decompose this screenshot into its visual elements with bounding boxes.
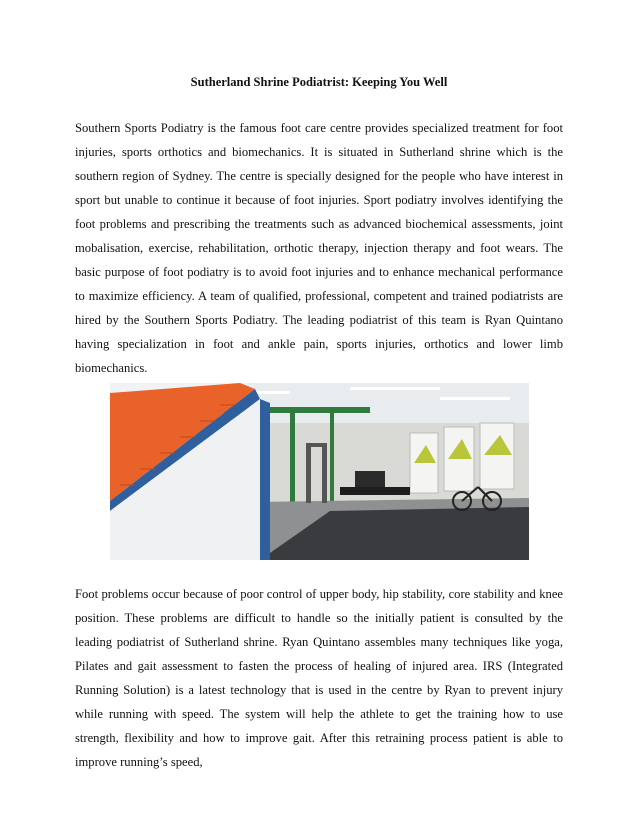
- intro-paragraph: Southern Sports Podiatry is the famous foot care centre provides specialized treatment for foot injuries, sports orthotics and biomechanics. It is situated in Sutherland shrine which is the southern region of Sydney. The centre is specially designed for the people who have interest in sport but unable to continue it because of foot injuries. Sport podiatry involves identifying the foot problems and prescribing the treatments such as advanced biochemical assessments, joint mobalisation, exercise, rehabilitation, orthotic therapy, injection therapy and foot wears. The basic purpose of foot podiatry is to avoid foot injuries and to enhance mechanical performance to maximize efficiency. A team of qualified, professional, competent and trained podiatrists are hired by the Southern Sports Podiatry. The leading podiatrist of this team is Ryan Quintano having specialization in foot and ankle pain, sports injuries, orthotics and lower limb biomechanics.: [75, 121, 563, 375]
- body-paragraph: Foot problems occur because of poor control of upper body, hip stability, core stability and knee position. These problems are difficult to handle so the initially patient is consulted by the leading podiatrist of Sutherland shrine. Ryan Quintano assembles many techniques like yoga, Pilates and gait assessment to fasten the process of healing of injured area. IRS (Integrated Running Solution) is a latest technology that is used in the centre by Ryan to prevent injury while running with speed. The system will help the athlete to get the training how to use strength, flexibility and how to improve gait. After this retraining process patient is able to improve running’s speed,: [75, 587, 563, 769]
- clinic-gym-photo: [110, 383, 529, 560]
- page-title: Sutherland Shrine Podiatrist: Keeping You Well: [190, 75, 448, 89]
